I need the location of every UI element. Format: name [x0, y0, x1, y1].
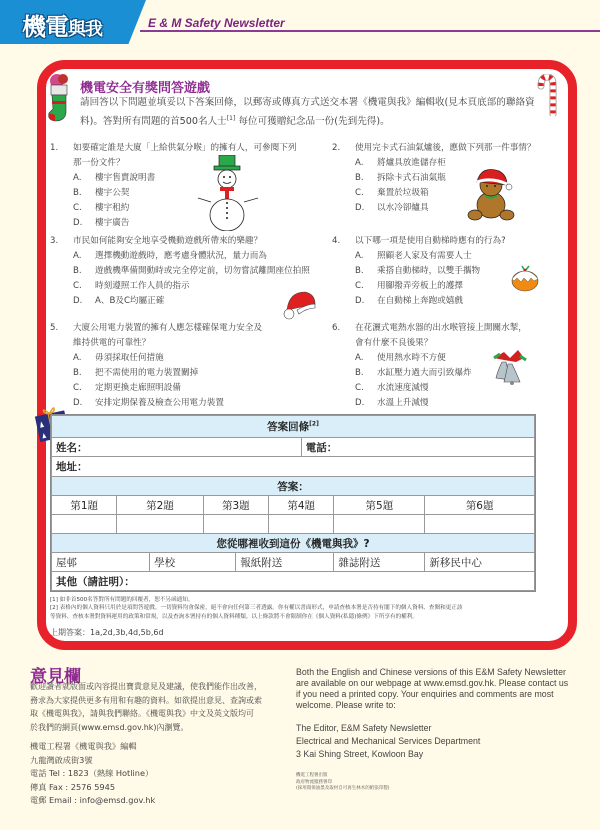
quiz-title: 機電安全有獎問答遊戲	[80, 81, 211, 96]
newsletter-title: E & M Safety Newsletter	[148, 16, 285, 30]
q2-answer-field[interactable]	[117, 515, 203, 534]
question-2-option-c: C. 棄置於垃圾箱	[355, 188, 429, 198]
name-field[interactable]: 姓名：	[52, 438, 302, 457]
quiz-intro: 請回答以下問題並填妥以下答案回條，以郵寄或傳真方式送交本署《機電與我》編輯收(見本頁底部的聯絡資 料)。答對所有問題的首500名人士[1] 每位可獲贈紀念品一份(先到先得)。	[80, 97, 535, 128]
q1-answer-field[interactable]	[52, 515, 117, 534]
question-4-option-d: D. 在自動梯上奔跑或嬉戲	[355, 296, 463, 306]
question-6-option-d: D. 水溫上升減慢	[355, 398, 429, 408]
question-2-option-d: D. 以水冷卻爐具	[355, 203, 429, 213]
source-other-field[interactable]: 其他（請註明）：	[52, 572, 535, 591]
question-5-option-b: B. 把不需使用的電力裝置關掉	[73, 368, 199, 378]
question-3-option-c: C. 時刻遵照工作人員的指示	[73, 281, 190, 291]
q3-answer-field[interactable]	[203, 515, 268, 534]
question-2: 2. 使用完卡式石油氣爐後，應做下列那一件事情？ A. 將爐具放進儲存柜 B. 拆除卡式石油氣瓶 C. 棄置於垃圾箱 D. 以水冷卻爐具	[332, 141, 572, 221]
q2-column-header: 第2題	[117, 496, 203, 515]
question-4: 4. 以下哪一項是使用自動梯時應有的行為? A. 照顧老人家及有需要人士 B. 乘搭自動梯時，以雙手攜物 C. 用腳撥弄旁板上的護擇 D. 在自動梯上奔跑或嬉戲	[332, 234, 572, 298]
question-4-option-a: A. 照顧老人家及有需要人士	[355, 251, 472, 261]
question-6-option-a: A. 使用熱水時不方便	[355, 353, 446, 363]
opinion-text: 歡迎讀者就版面或內容提出寶貴意見及建議，使我們能作出改善， 務求為大家提供更多有用和有趣的資料。如欲提出意見、查詢或索 取《機電與我》，請與我們聯絡。《機電與我》中文及英文版均可 於我們的網頁(www.emsd.gov.hk)內瀏覽。	[30, 682, 262, 732]
q4-answer-field[interactable]	[269, 515, 334, 534]
question-6-option-b: B. 水缸壓力過大而引致爆炸	[355, 368, 472, 378]
question-4-option-b: B. 乘搭自動梯時，以雙手攜物	[355, 266, 481, 276]
question-5-option-c: C. 定期更換走廊照明設備	[73, 383, 181, 393]
question-3-option-a: A. 選擇機動遊戲時，應考慮身體狀況，量力而為	[73, 251, 267, 261]
question-5-option-a: A. 毋須採取任何措施	[73, 353, 164, 363]
question-2-option-b: B. 拆除卡式石油氣瓶	[355, 173, 446, 183]
english-notice: Both the English and Chinese versions of this E&M Safety Newsletter are available on our webpage at www.emsd.gov.hk. Please contact us if you need a printed copy. Your enquiries and comments are most welcome. Please write to:	[296, 667, 569, 710]
q3-column-header: 第3題	[203, 496, 268, 515]
contact-address: 九龍灣啟成街3號	[30, 754, 93, 765]
address-field[interactable]: 地址：	[52, 457, 535, 477]
source-option-newspaper[interactable]: 報紙附送	[236, 553, 334, 572]
contact-fax: 傳真 Fax : 2576 5945	[30, 781, 116, 792]
question-3-option-d: D. A、B及C均屬正確	[73, 296, 165, 306]
q4-column-header: 第4題	[269, 496, 334, 515]
source-option-estate[interactable]: 屋邨	[52, 553, 150, 572]
q6-answer-field[interactable]	[425, 515, 535, 534]
last-issue-answers: 上期答案：1a,2d,3b,4d,5b,6d	[50, 628, 164, 637]
snowman-icon	[196, 155, 260, 231]
question-3-option-b: B. 遊戲機準備開動時或完全停定前，切勿嘗試離開座位拍照	[73, 266, 310, 276]
answer-slip-form	[50, 414, 536, 592]
contact-info	[30, 740, 155, 808]
footnotes: [1] 如非首500名答對所有問題的回覆者，恕不另函通知。 [2] 表格內的個人資料只用於是項問答遊戲。一切資料均會保密，絕不會向任何第三者透露。你有權以書面形式，申請查核本署是否持有閣下的個人資料、查閱和更正該 等資料、查核本署對資料運用的政策和常規，以及查詢本署持有的個人資料種類。以上條款將不會限制你在《個人資料(私隱)條例》下所享有的權利。	[50, 597, 463, 620]
newsletter-logo: 機電與我	[22, 13, 102, 41]
question-1-option-a: A. 樓宇售賣說明書	[73, 173, 156, 183]
santa-hat-icon	[283, 288, 319, 322]
contact-email[interactable]: 電郵 Email : info@emsd.gov.hk	[30, 795, 156, 805]
source-question-header: 您從哪裡收到這份《機電與我》?	[52, 534, 535, 553]
question-1: 1. 如要確定誰是大廈「上給供氣分喉」的擁有人，可參閱下列 那一份文件？ A. 樓宇售賣說明書 B. 樓宇公契 C. 樓宇租約 D. 樓宇廣告	[50, 141, 320, 221]
contact-editor: 機電工程署《機電與我》編輯	[30, 741, 137, 751]
question-4-option-c: C. 用腳撥弄旁板上的護擇	[355, 281, 463, 291]
q5-answer-field[interactable]	[334, 515, 425, 534]
question-1-option-c: C. 樓宇租約	[73, 203, 130, 213]
candy-cane-icon	[533, 74, 559, 116]
source-option-magazine[interactable]: 雜誌附送	[334, 553, 425, 572]
question-5-option-d: D. 安排定期保養及檢查公用電力裝置	[73, 398, 224, 408]
printer-credit: 機電工程署出版 政府物流服務署印 (採用環保油墨及取材自可再生林木的紙張印製)	[296, 773, 390, 791]
header-divider	[140, 30, 600, 32]
answer-slip-title: 答案回條[2]	[52, 416, 535, 438]
q6-column-header: 第6題	[425, 496, 535, 515]
question-1-option-b: B. 樓宇公契	[73, 188, 130, 198]
opinion-title: 意見欄	[30, 667, 81, 687]
newsletter-header	[0, 0, 600, 44]
answers-header: 答案：	[52, 477, 535, 496]
teddy-bear-icon	[463, 165, 519, 221]
contact-phone: 電話 Tel : 1823（熱線 Hotline）	[30, 768, 154, 778]
question-2-option-a: A. 將爐具放進儲存柜	[355, 158, 446, 168]
question-1-option-d: D. 樓宇廣告	[73, 218, 130, 228]
source-option-school[interactable]: 學校	[150, 553, 236, 572]
question-3: 3. 市民如何能夠安全地享受機動遊戲所帶來的樂趣？ A. 選擇機動遊戲時，應考慮身體狀況，量力而為 B. 遊戲機準備開動時或完全停定前，切勿嘗試離開座位拍照 C. 時刻遵照工作人員的指示 D. A、B及C均屬正確	[50, 234, 320, 298]
q5-column-header: 第5題	[334, 496, 425, 515]
question-6-option-c: C. 水流速度減慢	[355, 383, 429, 393]
question-5: 5. 大廈公用電力裝置的擁有人應怎樣確保電力安全及 維持供電的可靠性？ A. 毋須採取任何措施 B. 把不需使用的電力裝置關掉 C. 定期更換走廊照明設備 D. 安排定期保養及檢查公用電力裝置	[50, 321, 320, 401]
english-address: The Editor, E&M Safety Newsletter Electrical and Mechanical Services Department 3 Kai Shing Street, Kowloon Bay	[296, 723, 481, 759]
question-6: 6. 在花灑式電熱水器的出水喉管接上開關水掣， 會有什麼不良後果？ A. 使用熱水時不方便 B. 水缸壓力過大而引致爆炸 C. 水流速度減慢 D. 水溫上升減慢	[332, 321, 572, 401]
christmas-stocking-icon	[45, 73, 75, 125]
phone-field[interactable]: 電話：	[301, 438, 534, 457]
source-option-new-arrivals-centre[interactable]: 新移民中心	[425, 553, 535, 572]
q1-column-header: 第1題	[52, 496, 117, 515]
christmas-bells-icon	[490, 348, 528, 388]
christmas-pudding-icon	[510, 263, 540, 293]
